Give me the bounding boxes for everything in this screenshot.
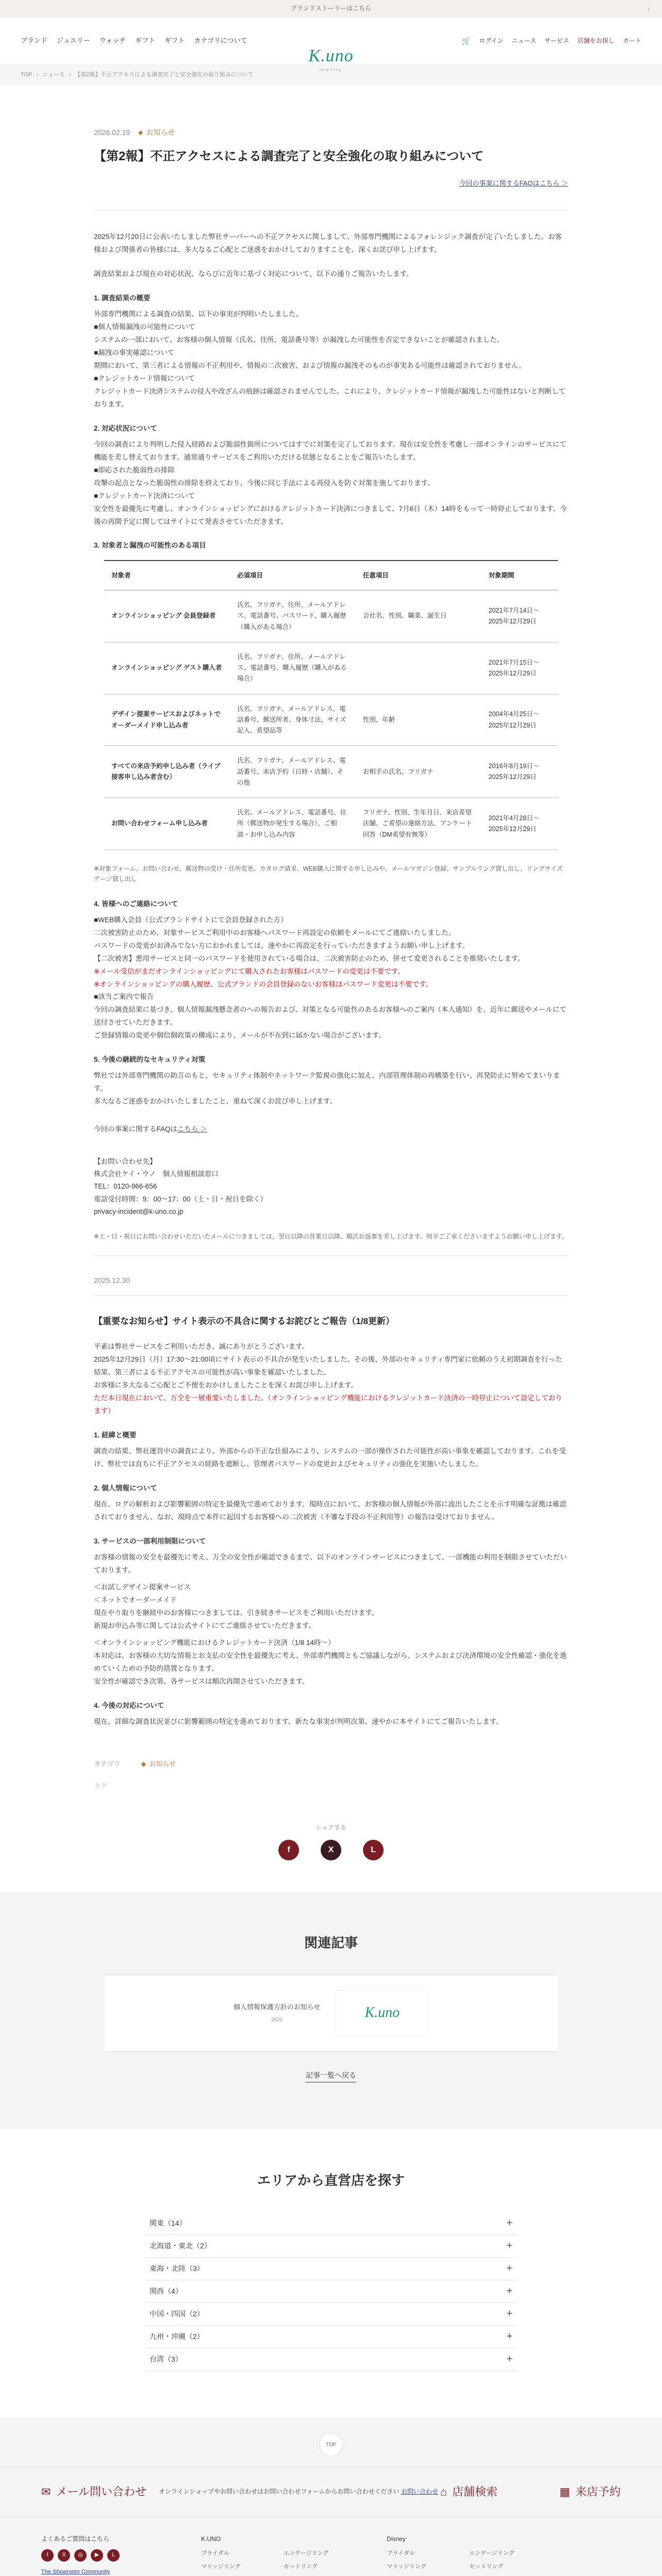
p2-intro-line: 2025年12月29日（月）17:30～21:00頃にサイト表示の不具合が発生いたしました。その後、外部のセキュリティ専門家に依頼のうえ初期調査を行った結果、第三者による不正アクセスの可能性が高い事象を確認いたしました。 xyxy=(94,1355,562,1377)
line-icon[interactable]: L xyxy=(363,1840,384,1860)
category-row-text: お知らせ xyxy=(149,1760,176,1768)
related-card[interactable] xyxy=(104,1975,558,2052)
cart-link[interactable]: カート xyxy=(622,37,641,44)
section-5-title: 5. 今後の継続的なセキュリティ対策 xyxy=(94,1056,206,1064)
affected-table-wrap xyxy=(94,560,568,850)
section-2-line: 今回の調査により判明した侵入経路および脆弱性箇所についてはすでに対策を完了しております。現在は安全性を考慮し一部オンラインのサービスにて機能を差し替えております。通常通りサービスをご利用いただける状態となることをご報告いたします。 xyxy=(94,440,567,461)
footer-col-2-list xyxy=(201,2549,345,2576)
mail-contact-link[interactable]: お問い合わせ xyxy=(401,2488,438,2496)
cell-optional: 会社名、性別、職業、誕生日 xyxy=(356,590,482,642)
share-label: シェアする xyxy=(316,1824,346,1832)
tag-icon: ◆ xyxy=(138,128,143,136)
footer-col-2 xyxy=(201,2534,345,2576)
nav-category[interactable]: カテゴリについて xyxy=(194,37,247,45)
table-row xyxy=(104,590,558,642)
p2-section-3-line: ＜オンラインショッピング機能におけるクレジットカード決済（1/8 14時～） xyxy=(94,1638,335,1647)
cell-optional xyxy=(356,642,482,694)
area-item[interactable] xyxy=(145,2348,517,2371)
cell-period: 2021年7月14日～2025年12月29日 xyxy=(482,590,558,642)
breadcrumb-current: 【第2報】不正アクセスによる調査完了と安全強化の取り組みについて xyxy=(75,72,254,78)
brand-nav xyxy=(21,36,247,46)
section-1-line: ■漏洩の事実確認について xyxy=(94,348,175,357)
th-optional: 任意項目 xyxy=(356,561,482,590)
section-4-warning: ※メール受信がまだオンラインショッピングにて購入されたお客様はパスワードの変更は不要です。 xyxy=(94,967,405,975)
cell-period: 2016年8月19日～2025年12月29日 xyxy=(482,746,558,798)
footer-link[interactable]: セットリング xyxy=(469,2563,504,2570)
p2-section-1 xyxy=(94,1429,568,1471)
logo-text: K.uno xyxy=(308,46,354,65)
area-item[interactable] xyxy=(145,2212,517,2235)
related-section xyxy=(0,1891,662,2129)
breadcrumb-news[interactable]: ニュース xyxy=(42,72,65,78)
footer-community-link[interactable]: The Showroom Community xyxy=(41,2569,110,2575)
mail-contact-desc: オンラインショップやお問い合わせはお問い合わせフォームからお問い合わせください xyxy=(159,2488,400,2496)
section-1-line: クレジットカード決済システムの侵入や改ざんの痕跡は確認されませんでした。これにより、クレジットカード情報が漏洩した可能性はないと判断しております。 xyxy=(94,387,566,408)
article-date-2: 2025.12.30 xyxy=(94,1276,130,1284)
footer-link[interactable]: ブライダル xyxy=(387,2550,415,2557)
breadcrumb-sep-icon: › xyxy=(36,72,39,78)
mail-contact-label: メール問い合わせ xyxy=(56,2485,146,2498)
plus-icon: + xyxy=(506,2285,512,2297)
p2-section-1-body: 調査の結果、弊社運営中の調査により、外部からの不正な仕組みにより、システムの一部が操作された可能性が高い事象を確認しております。これを受け、弊社では直ちに不正アクセスの経路を遮断し、管理者パスワードの変更およびセキュリティの強化を実施いたしました。 xyxy=(94,1447,566,1468)
line-icon[interactable]: L xyxy=(107,2549,120,2562)
area-label: 台湾（3） xyxy=(150,2355,183,2364)
facebook-icon[interactable]: f xyxy=(41,2549,54,2562)
contact-line: 電話受付時間：9：00～17：00（土・日・祝日を除く） xyxy=(94,1195,268,1203)
section-4-line: ■該当ご案内で報告 xyxy=(94,993,154,1001)
news-link[interactable]: ニュース xyxy=(511,37,536,44)
section-1-line: 外部専門機関による調査の結果、以下の事実が判明いたしました。 xyxy=(94,310,303,318)
x-icon[interactable]: X xyxy=(321,1840,341,1860)
th-target: 対象者 xyxy=(104,561,230,590)
faq-link-top[interactable]: 今回の事案に関するFAQはこちら ＞ xyxy=(459,179,568,188)
plus-icon: + xyxy=(506,2331,512,2343)
cell-optional: 性別、年齢 xyxy=(356,694,482,746)
table-row xyxy=(104,694,558,746)
p2-section-3-line: 現在やり取りを継続中のお客様につきましては、引き続きサービスをご利用いただけます。 xyxy=(94,1608,379,1617)
article-date: 2026.02.19 xyxy=(94,128,130,137)
section-1-line: ■個人情報漏洩の可能性について xyxy=(94,323,195,331)
cart-icon[interactable]: 🛒 xyxy=(461,37,471,45)
area-item[interactable] xyxy=(145,2303,517,2326)
site-footer xyxy=(0,2417,662,2576)
section-2-line: ■即応された脆弱性の排除 xyxy=(94,466,175,474)
article xyxy=(94,86,568,1860)
page-top-button[interactable]: TOP xyxy=(319,2433,343,2456)
related-more-link[interactable]: 記事一覧へ戻る xyxy=(306,2070,356,2082)
footer-link[interactable]: エンゲージリング xyxy=(284,2550,329,2557)
article-meta xyxy=(94,127,568,138)
store-search-label: 店舗検索 xyxy=(452,2485,498,2498)
related-card-text xyxy=(234,2002,321,2024)
section-2-line: 安全性を最優先に考慮し、オンラインショッピングにおけるクレジットカード決済につきまして、7月6日（木）14時をもって一時停止しております。今後の再開予定に関してはサイトにて発表させていただきます。 xyxy=(94,504,567,526)
divider xyxy=(94,1295,568,1296)
footer-col-2-title: K.UNO xyxy=(201,2535,221,2543)
service-link[interactable]: サービス xyxy=(544,37,569,44)
p2-section-3 xyxy=(94,1535,568,1688)
cell-service: デザイン提案サービスおよびネットでオーダーメイド申し込み者 xyxy=(104,694,230,746)
p2-section-1-title: 1. 経緯と概要 xyxy=(94,1431,137,1439)
visit-reserve[interactable] xyxy=(559,2483,621,2501)
cell-service: すべての来店予約申し込み者（ライブ接客申し込み者含む） xyxy=(104,746,230,798)
p2-intro-line: お客様に多大なるご心配とご不便をおかけしましたことを深くお詫び申し上げます。 xyxy=(94,1381,358,1389)
section-2-line: 攻撃の起点となった脆弱性の排除を終えており、今後に同じ手法による再侵入を防ぐ対策を施しております。 xyxy=(94,479,435,487)
intro-paragraph-2: 調査結果および現在の対応状況、ならびに近年に基づく対応について、以下の通りご報告いたします。 xyxy=(94,270,413,278)
visit-reserve-label: 来店予約 xyxy=(575,2485,621,2498)
section-2 xyxy=(94,422,568,529)
table-row xyxy=(104,642,558,694)
cell-optional: フリガナ、性別、生年月日、来店希望店舗、ご希望の連絡方法、アンケート回答（DM希望有無等） xyxy=(356,798,482,850)
footer-col-3 xyxy=(387,2534,531,2576)
section-4 xyxy=(94,898,568,1043)
section-4-line: 【二次被害】悪用サービスと同一のパスワードを使用されている場合は、二次被害防止のため、併せて変更されることを推奨いたします。 xyxy=(94,954,525,962)
section-4-line: パスワードの変更がお済みでない方におかれましては、速やかに再設定を行っていただきますようお願い申し上げます。 xyxy=(94,941,469,950)
banner-text: ブランドストーリーはこちら xyxy=(291,5,371,12)
section-4-line: 二次被害防止のため、対象サービスご利用中のお客様へパスワード再設定の依頼をメールにてご連絡いたしました。 xyxy=(94,928,456,937)
nav-watch[interactable]: ウォッチ xyxy=(99,37,126,45)
p2-intro xyxy=(94,1341,568,1418)
p2-section-2 xyxy=(94,1482,568,1524)
section-5-line: 弊社では外部専門機関の助言のもと、セキュリティ体制やネットワーク監視の強化に加え、内部管理体制の再構築を行い、再発防止に努めてまいります。 xyxy=(94,1072,560,1093)
band-right xyxy=(440,2483,621,2501)
section-4-warning: ※オンラインショッピングの購入履歴、公式ブランドの会員登録のないお客様はパスワード変更は不要です。 xyxy=(94,980,433,988)
mail-contact-text xyxy=(159,2486,438,2497)
page-top xyxy=(0,2433,662,2456)
category-label: お知らせ xyxy=(146,128,175,137)
contact-band xyxy=(0,2467,662,2517)
section-4-line: ご登録情報の変更や個信個政策の構成により、メールが不在到に届かない場合がございます。 xyxy=(94,1031,386,1040)
p2-warning: ただ本日現在において、万全を一層重要いたしました。（オンラインショッピング機能におけるクレジットカード決済の一時停止について設定しております） xyxy=(94,1394,562,1415)
cell-period: 2021年4月28日～2025年12月29日 xyxy=(482,798,558,850)
related-card-sub: 2025 xyxy=(271,2017,283,2023)
category-row-value[interactable] xyxy=(141,1759,176,1770)
mail-icon: ✉ xyxy=(41,2485,51,2498)
area-item[interactable] xyxy=(145,2235,517,2258)
footer-col-1 xyxy=(41,2534,160,2576)
article-category[interactable] xyxy=(138,127,175,138)
contact-line[interactable]: TEL：0120-966-656 xyxy=(94,1182,157,1191)
footer-columns xyxy=(0,2517,662,2576)
breadcrumb-top[interactable]: TOP xyxy=(21,72,32,78)
util-nav xyxy=(462,35,641,46)
related-title: 関連記事 xyxy=(304,1935,358,1951)
intro-paragraph: 2025年12月20日に公表いたしました弊社サーバーへの不正アクセスに関しまして、外部専門機関によるフォレンジック調査が完了いたしました。お客様および関係者の皆様には、多大なるご心配とご迷惑をおかけしておりますことを、深くお詫び申し上げます。 xyxy=(94,233,562,254)
table-row xyxy=(104,746,558,798)
article-title-2: 【重要なお知らせ】サイト表示の不具合に関するお詫びとご報告（1/8更新） xyxy=(94,1316,394,1327)
chevron-right-icon: › xyxy=(647,4,650,13)
store-icon: ⌂ xyxy=(440,2485,448,2498)
p2-section-4 xyxy=(94,1700,568,1728)
area-list xyxy=(145,2212,517,2371)
faq-link-bottom-prefix: 今回の事案に関するFAQは xyxy=(94,1125,178,1133)
area-label: 関東（14） xyxy=(150,2219,187,2228)
contact-note: ※土・日・祝日にお問い合わせいただいたメールにつきましては、翌日以降の営業日以降、順次お返事を差し上げます。何卒ご了承くださいますようお願い申し上げます。 xyxy=(94,1233,568,1241)
x-icon[interactable]: X xyxy=(58,2549,70,2562)
mail-contact-title[interactable] xyxy=(41,2483,146,2501)
faq-link-bottom xyxy=(94,1124,568,1135)
section-2-title: 2. 対応状況について xyxy=(94,424,157,432)
table-header-row xyxy=(104,561,558,590)
nav-jewelry[interactable]: ジュエリー xyxy=(57,37,90,45)
th-period: 対象期間 xyxy=(482,561,558,590)
table-note: ※対象フォーム、お問い合わせ、郵送物の受け・住所変更、カタログ請求、WEB購入に関する申し込みや、メールマガジン登録、サンプルリング貸し出し、リングサイズゲージ貸し出し xyxy=(94,865,563,883)
area-label: 九州・沖縄（2） xyxy=(150,2332,204,2341)
footer-social xyxy=(41,2549,160,2562)
related-card-title: 個人情報保護方針のお知らせ xyxy=(233,2003,321,2011)
area-item[interactable] xyxy=(145,2280,517,2303)
p2-section-3-line: 新規お申込み等に関しては公式サイトにてご連絡させていただきます。 xyxy=(94,1621,316,1630)
plus-icon: + xyxy=(506,2308,512,2320)
tag-icon: ◆ xyxy=(141,1760,146,1768)
youtube-icon[interactable]: ▶ xyxy=(91,2549,103,2562)
p2-section-4-body: 現在、詳細な調査状況並びに影響範囲の特定を進めております。新たな事実が判明次第、速やかに本サイトにてご報告いたします。 xyxy=(94,1717,503,1725)
area-label: 東海・北陸（3） xyxy=(150,2264,204,2273)
nav-gift-2[interactable]: ギフト xyxy=(164,37,185,45)
area-section xyxy=(0,2129,662,2417)
p2-section-4-title: 4. 今後の対応について xyxy=(94,1701,164,1709)
plus-icon: + xyxy=(506,2353,512,2365)
p2-section-3-title: 3. サービスの一部利用制限について xyxy=(94,1537,206,1545)
p2-section-3-line: ＜ネットでオーダーメイド xyxy=(94,1596,177,1604)
related-more xyxy=(0,2070,662,2082)
share-icons xyxy=(94,1840,568,1860)
footer-link[interactable]: マリッジリング xyxy=(201,2563,241,2570)
store-finder-link[interactable]: 店舗をお探し xyxy=(577,37,615,44)
breadcrumb-sep-icon: › xyxy=(69,72,71,78)
facebook-icon[interactable]: f xyxy=(278,1840,299,1860)
contact-line: 【お問い合わせ先】 xyxy=(94,1157,157,1165)
affected-table xyxy=(104,560,558,850)
cell-required: 氏名、フリガナ、住所、メールアドレス、電話番号、パスワード、購入履歴（購入がある場合） xyxy=(230,590,356,642)
site-header xyxy=(0,18,662,73)
section-2-line: ■クレジットカード決済について xyxy=(94,492,195,500)
logo-sub: Jewelry xyxy=(319,67,343,73)
plus-icon: + xyxy=(506,2240,512,2252)
site-logo[interactable] xyxy=(308,42,353,74)
cell-required: 氏名、フリガナ、メールアドレス、電話番号、来店予約（日時・店舗）、その他 xyxy=(230,746,356,798)
cell-service: オンラインショッピング 会員登録者 xyxy=(104,590,230,642)
page-title: 【第2報】不正アクセスによる調査完了と安全強化の取り組みについて xyxy=(94,149,484,164)
cell-optional: お相手の氏名、フリガナ xyxy=(356,746,482,798)
footer-col-3-title: Disney xyxy=(387,2535,406,2543)
area-title: エリアから直営店を探す xyxy=(257,2173,405,2189)
cell-service: オンラインショッピング ゲスト購入者 xyxy=(104,642,230,694)
calendar-icon: ▦ xyxy=(559,2485,570,2498)
contact-line: 株式会社ケイ・ウノ 個人情報相談窓口 xyxy=(94,1170,219,1178)
p2-section-3-line: ＜お試しデザイン提案サービス xyxy=(94,1583,191,1591)
p2-section-3-line: 本対応は、お客様の大切な情報とお支払の安全性を最優先に考え、外部専門機関ともご協議しながら、システムおよび決済環境の安全性確認・強化を進めていくための予防的措置となります。 xyxy=(94,1651,567,1672)
p2-intro-line: 平素は弊社サービスをご利用いただき、誠にありがとうございます。 xyxy=(94,1343,309,1351)
related-card-thumb: K.uno xyxy=(336,1990,428,2037)
footer-faq-link[interactable]: よくあるご質問はこちら xyxy=(41,2535,110,2543)
mail-contact xyxy=(41,2483,438,2501)
category-row xyxy=(94,1759,568,1770)
section-1 xyxy=(94,292,568,411)
p2-section-2-body: 現在、ログの解析および影響範囲の特定を最優先で進めております。現時点において、お客様の個人情報が外部に流出したことを示す明確な証拠は確認されておりません。なお、現時点で本件に起因するお客様への二次被害（不審な手段の不正利用等）の報告は受けておりません。 xyxy=(94,1500,567,1521)
contact-block xyxy=(94,1156,568,1218)
section-4-line: 今回の調査結果に基づき、個人情報漏洩懸念者のへの報告および、対策となる可能性のあるお客様へのご案内（本人通知）を、近年に郵送やメールにて送付させていただきます。 xyxy=(94,1006,567,1027)
area-label: 関西（4） xyxy=(150,2287,183,2296)
th-required: 必須項目 xyxy=(230,561,356,590)
section-3-title: 3. 対象者と漏洩の可能性のある項目 xyxy=(94,541,206,549)
nav-bridal[interactable]: ブランド xyxy=(21,37,48,45)
login-link[interactable]: ログイン xyxy=(479,37,504,44)
cell-required: 氏名、フリガナ、住所、メールアドレス、電話番号、購入履歴（購入がある場合） xyxy=(230,642,356,694)
section-1-line: ■クレジットカード情報について xyxy=(94,374,195,382)
section-1-line: 期間において、第三者による情報の不正利用や、情報の二次被害、および情報の漏洩そのものが事実ある可能性は確認されておりません。 xyxy=(94,361,526,369)
section-1-line: システムの一部において、お客様の個人情報（氏名、住所、電話番号等）が漏洩した可能性を否定できないことが確認されました。 xyxy=(94,336,504,344)
section-1-title: 1. 調査結果の概要 xyxy=(94,294,151,302)
footer-col-3-list xyxy=(387,2549,531,2576)
faq-link-bottom-anchor[interactable]: こちら ＞ xyxy=(177,1125,207,1133)
nav-gift[interactable]: ギフト xyxy=(135,37,156,45)
store-search[interactable] xyxy=(440,2483,498,2501)
footer-link[interactable]: セットリング xyxy=(284,2563,318,2570)
contact-email[interactable]: privacy-incident@k-uno.co.jp xyxy=(94,1208,184,1215)
area-item[interactable] xyxy=(145,2326,517,2348)
footer-link[interactable]: ブライダル xyxy=(201,2550,229,2557)
cell-service: お問い合わせフォーム申し込み者 xyxy=(104,798,230,850)
plus-icon: + xyxy=(506,2217,512,2229)
plus-icon: + xyxy=(506,2263,512,2275)
share-block xyxy=(94,1823,568,1860)
footer-link[interactable]: マリッジリング xyxy=(387,2563,426,2570)
tag-row: タグ xyxy=(94,1782,108,1790)
area-label: 北海道・東北（2） xyxy=(150,2242,211,2250)
instagram-icon[interactable]: ◎ xyxy=(74,2549,87,2562)
category-row-label: カテゴリ xyxy=(94,1760,121,1768)
section-4-title: 4. 皆様へのご連絡について xyxy=(94,900,178,908)
cell-required: 氏名、フリガナ、メールアドレス、電話番号、郵送所者、身体寸法、サイズ記入、希望品等 xyxy=(230,694,356,746)
table-row xyxy=(104,798,558,850)
p2-section-3-body: お客様の情報の安全を最優先に考え、万全の安全性が確認できるまで、以下のオンラインサービスにつきまして、一部機能の利用を制限させていただいております。 xyxy=(94,1553,567,1574)
area-label: 中国・四国（2） xyxy=(150,2310,204,2318)
section-5 xyxy=(94,1054,568,1108)
p2-section-2-title: 2. 個人情報について xyxy=(94,1484,157,1492)
p2-section-3-line: 安全性が確認でき次第、各サービスは順次再開させていただきます。 xyxy=(94,1677,309,1685)
cell-required: 氏名、メールアドレス、電話番号、住所（郵送物が発生する場合）、ご相談・お申し込み内容 xyxy=(230,798,356,850)
cell-period: 2004年4月25日～2025年12月29日 xyxy=(482,694,558,746)
section-5-line: 多大なるご迷惑をおかけいたしましたこと、重ねて深くお詫び申し上げます。 xyxy=(94,1097,337,1106)
area-item[interactable] xyxy=(145,2258,517,2280)
cell-period: 2021年7月15日～2025年12月29日 xyxy=(482,642,558,694)
footer-link[interactable]: エンゲージリング xyxy=(469,2550,515,2557)
section-4-line: ■WEB購入会員（公式ブランドサイトにて会員登録された方） xyxy=(94,916,288,924)
top-banner[interactable] xyxy=(0,0,662,18)
